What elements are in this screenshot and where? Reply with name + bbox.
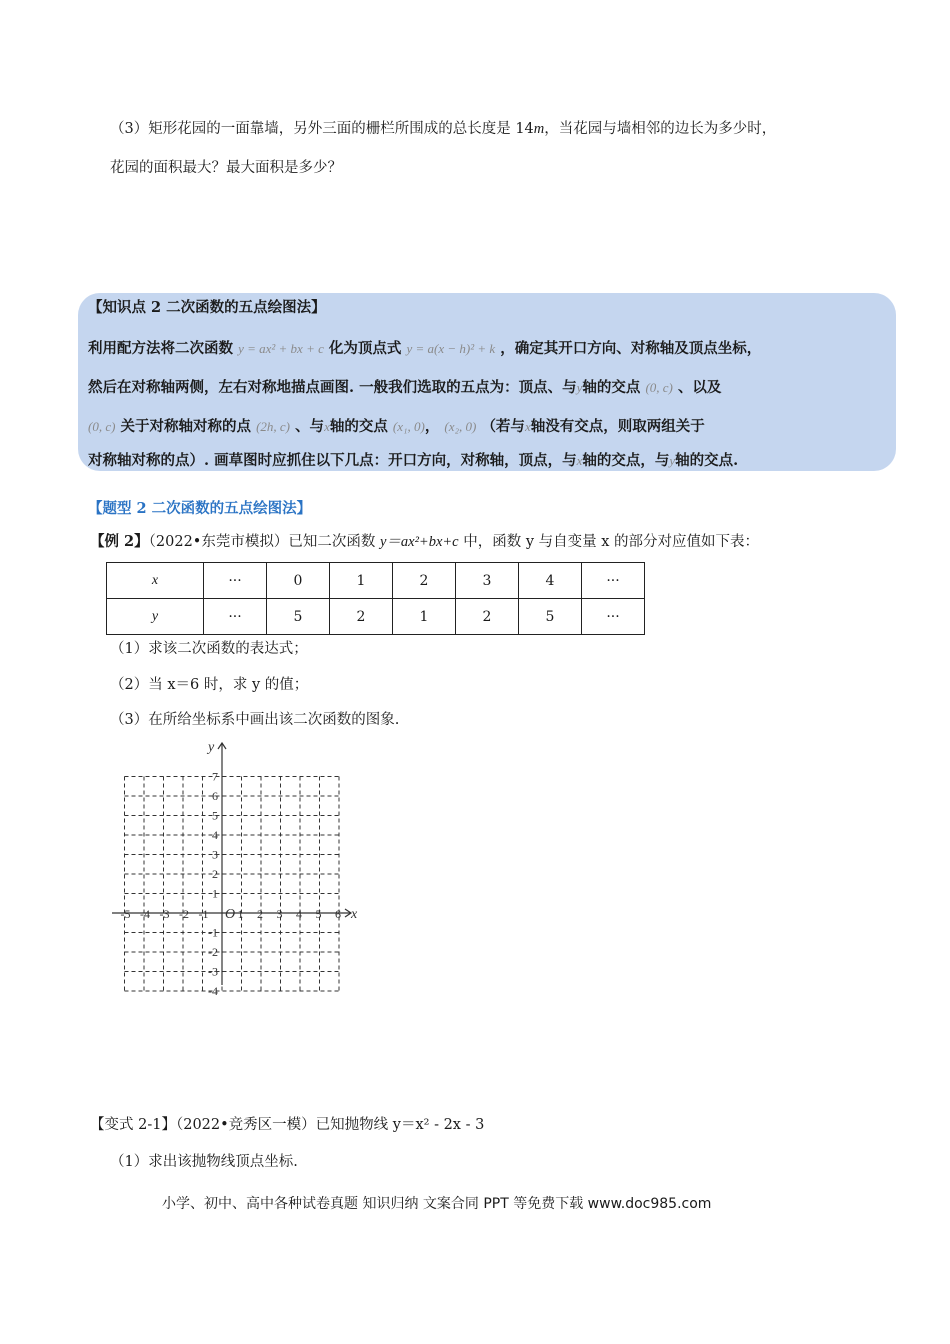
x-tick-label: -3	[159, 907, 170, 921]
coordinate-grid	[105, 735, 365, 995]
y-tick-label: 1	[212, 886, 218, 901]
knowledge-line-3: (0, c) 关于对称轴对称的点 (2h, c) 、与x轴的交点 (x₁, 0)， (x₂, 0) （若与x轴没有交点，则取两组关于	[88, 418, 705, 435]
x-tick-label: 5	[315, 907, 322, 921]
point-x2: (x₂, 0)	[444, 419, 477, 434]
x-tick-label: 2	[257, 907, 263, 921]
point-0c-2: (0, c)	[88, 419, 116, 434]
table-row-x: x ··· 0 1 2 3 4 ···	[107, 563, 645, 599]
example-q2: （2）当 x＝6 时，求 y 的值；	[110, 677, 309, 693]
x-tick-label: -4	[140, 907, 150, 921]
x-axis-label: x	[351, 907, 358, 922]
y-tick-label: -2	[208, 945, 218, 959]
origin-label: O	[225, 907, 236, 922]
point-0c: (0, c)	[645, 380, 673, 395]
knowledge-line-1: 利用配方法将二次函数 y = ax² + bx + c 化为顶点式 y = a(x − h)² + k ，确定其开口方向、对称轴及顶点坐标，	[88, 340, 762, 357]
y-tick-label: 3	[212, 847, 218, 862]
variant-header: 【变式 2-1】（2022•竞秀区一模）已知抛物线 y＝x² - 2x - 3	[90, 1117, 485, 1133]
y-tick-label: -3	[208, 964, 218, 979]
formula-general: y = ax² + bx + c	[238, 341, 324, 356]
unit-m: m	[533, 121, 545, 137]
q3-line-2: 花园的面积最大？最大面积是多少？	[110, 160, 342, 176]
type-title: 【题型 2 二次函数的五点绘图法】	[88, 500, 312, 517]
x-tick-label: -5	[120, 907, 131, 921]
y-axis-label: y	[208, 740, 215, 755]
x-tick-label: -1	[198, 907, 209, 921]
q3-line-1: （3）矩形花园的一面靠墙，另外三面的栅栏所围成的总长度是 14m，当花园与墙相邻的边长为多少时，	[110, 121, 777, 137]
y-tick-label: 7	[212, 769, 218, 784]
y-tick-label: 6	[212, 789, 218, 803]
x-tick-label: 6	[335, 907, 341, 921]
example-q3: （3）在所给坐标系中画出该二次函数的图象.	[110, 712, 400, 728]
y-tick-label: 5	[212, 808, 218, 823]
y-tick-label: 2	[212, 867, 218, 881]
x-tick-label: 4	[296, 907, 302, 921]
y-tick-label: -1	[208, 925, 218, 940]
y-tick-label: 4	[212, 828, 218, 842]
footer-text: 小学、初中、高中各种试卷真题 知识归纳 文案合同 PPT 等免费下载 www.doc985.com	[162, 1196, 712, 1212]
table-row-y: y ··· 5 2 1 2 5 ···	[107, 599, 645, 635]
knowledge-line-2: 然后在对称轴两侧，左右对称地描点画图. 一般我们选取的五点为：顶点、与y轴的交点 (0, c) 、以及	[88, 379, 722, 396]
example-header: 【例 2】（2022•东莞市模拟）已知二次函数 y＝ax²+bx+c 中，函数 y 与自变量 x 的部分对应值如下表：	[90, 533, 760, 550]
knowledge-title: 【知识点 2 二次函数的五点绘图法】	[88, 299, 326, 316]
value-table	[106, 562, 645, 635]
x-tick-label: 1	[237, 907, 244, 921]
y-tick-label: -4	[208, 984, 218, 995]
example-expr: y＝ax²+bx+c	[379, 534, 459, 550]
x-tick-label: -2	[179, 907, 189, 921]
formula-vertex: y = a(x − h)² + k	[406, 341, 496, 356]
point-2h: (2h, c)	[256, 419, 290, 434]
knowledge-line-4: 对称轴对称的点）. 画草图时应抓住以下几点：开口方向，对称轴，顶点，与x轴的交点，与y轴的交点.	[88, 452, 739, 469]
x-tick-label: 3	[276, 907, 283, 921]
point-x1: (x₁, 0)	[392, 419, 425, 434]
example-q1: （1）求该二次函数的表达式；	[110, 641, 308, 657]
variant-q1: （1）求出该抛物线顶点坐标.	[110, 1154, 298, 1170]
